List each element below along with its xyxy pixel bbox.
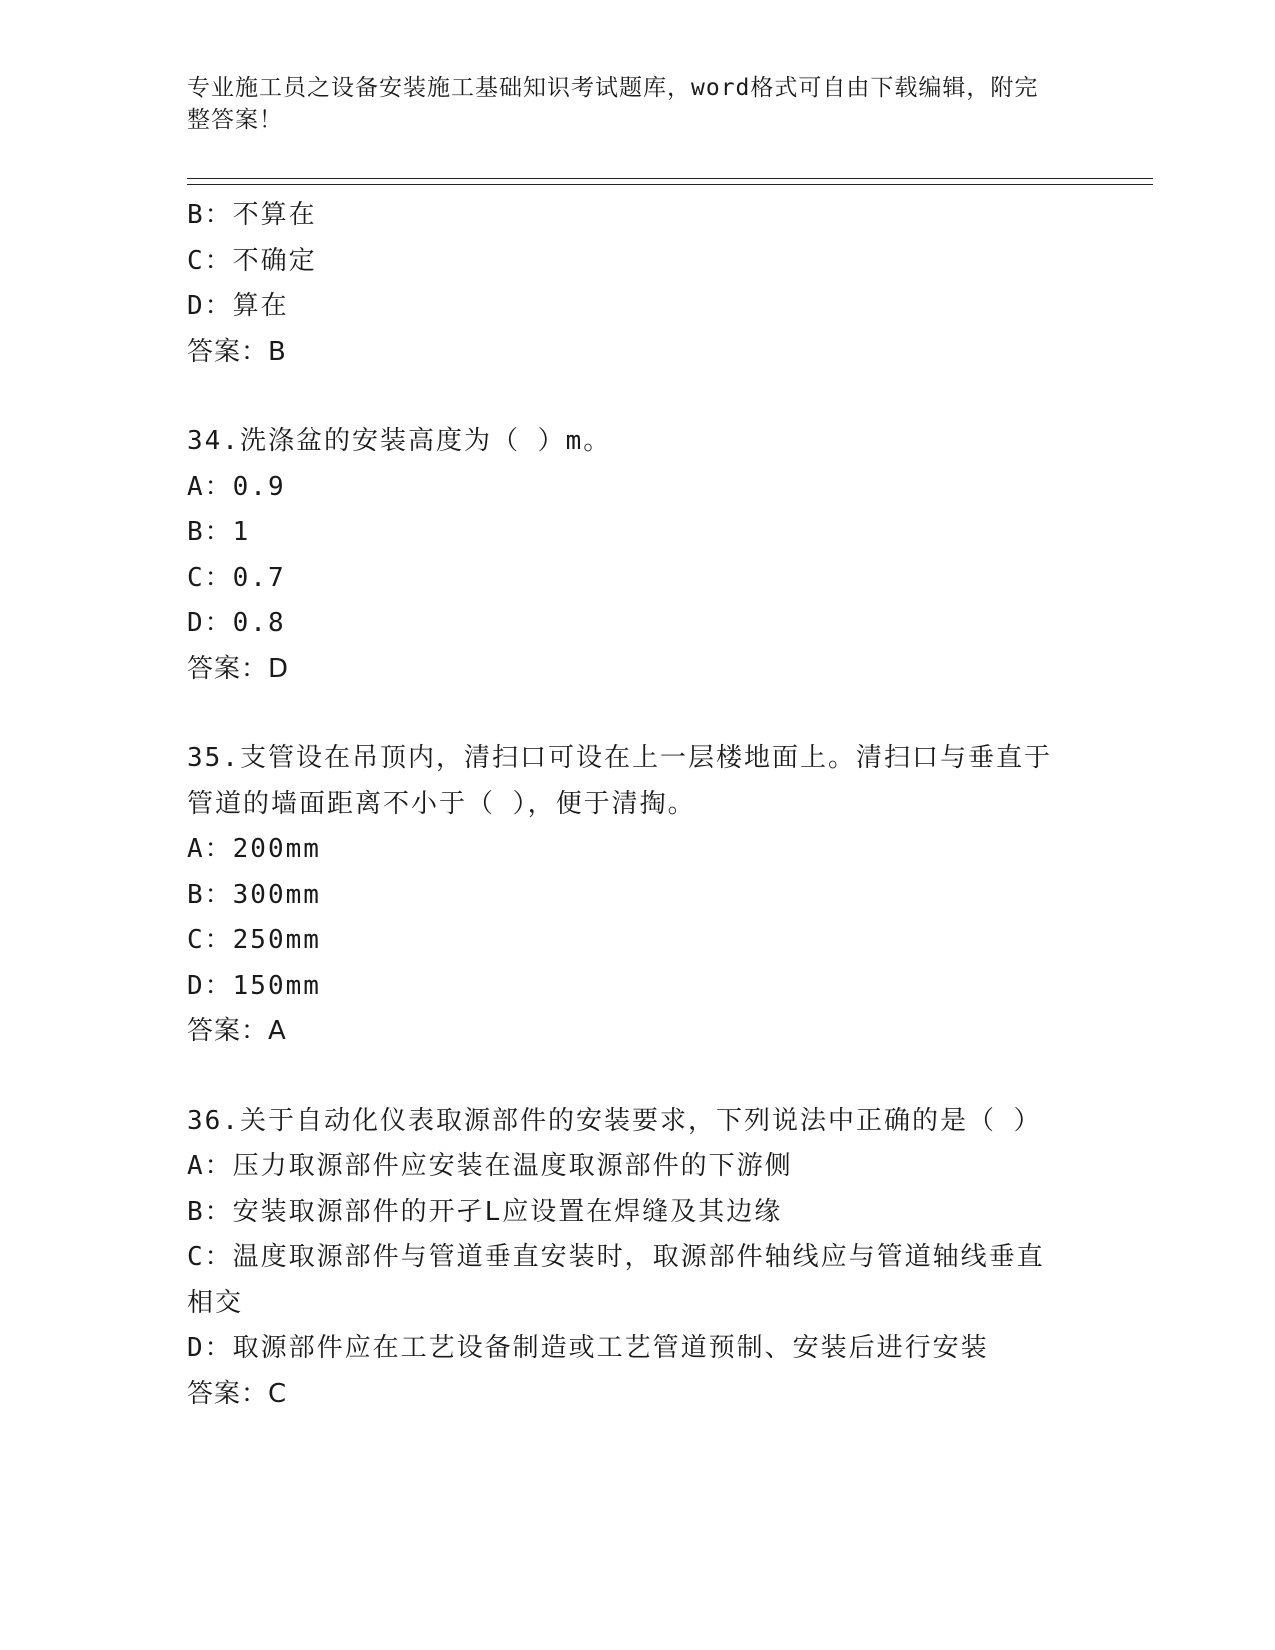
spacer (187, 375, 1087, 419)
question-stem-line-1: 35.支管设在吊顶内，清扫口可设在上一层楼地面上。清扫口与垂直于 (187, 743, 1052, 773)
option-c-continued: 相交 (187, 1287, 244, 1318)
answer-line: 答案：B (187, 336, 287, 367)
header-line-1: 专业施工员之设备安装施工基础知识考试题库，word格式可自由下载编辑，附完 (187, 75, 1039, 101)
spacer (187, 1055, 1087, 1099)
spacer (187, 692, 1087, 736)
option-b: B：300mm (187, 879, 321, 910)
option-d: D：150mm (187, 970, 321, 1001)
option-d: D：取源部件应在工艺设备制造或工艺管道预制、安装后进行安装 (187, 1333, 989, 1363)
option-b: B：1 (187, 517, 251, 547)
option-d: D：0.8 (187, 608, 286, 638)
option-a: A：200mm (187, 834, 321, 864)
option-d: D：算在 (187, 291, 289, 321)
question-36 (187, 1099, 1087, 1418)
option-c: C：不确定 (187, 245, 317, 276)
option-b: B：不算在 (187, 200, 317, 230)
document-header (187, 72, 1067, 136)
question-stem-line-2: 管道的墙面距离不小于（ ），便于清掏。 (187, 788, 696, 819)
option-c: C：0.7 (187, 562, 286, 593)
option-b: B：安装取源部件的开孑L应设置在焊缝及其边缘 (187, 1196, 783, 1227)
answer-line: 答案：C (187, 1378, 288, 1409)
option-a: A：0.9 (187, 471, 286, 502)
option-c: C：温度取源部件与管道垂直安装时，取源部件轴线应与管道轴线垂直 (187, 1242, 1045, 1272)
question-stem: 36.关于自动化仪表取源部件的安装要求，下列说法中正确的是（ ） (187, 1105, 1042, 1136)
answer-line: 答案：D (187, 653, 290, 684)
header-divider-bottom (187, 184, 1153, 185)
answer-line: 答案：A (187, 1016, 287, 1046)
question-35 (187, 736, 1087, 1055)
header-line-2: 整答案！ (187, 107, 283, 133)
question-33-tail (187, 193, 1087, 375)
header-divider-top (187, 178, 1153, 179)
option-a: A：压力取源部件应安装在温度取源部件的下游侧 (187, 1151, 793, 1181)
question-34 (187, 419, 1087, 692)
question-list (187, 193, 1087, 1417)
option-c: C：250mm (187, 925, 321, 955)
question-stem: 34.洗涤盆的安装高度为（ ）m。 (187, 426, 612, 456)
